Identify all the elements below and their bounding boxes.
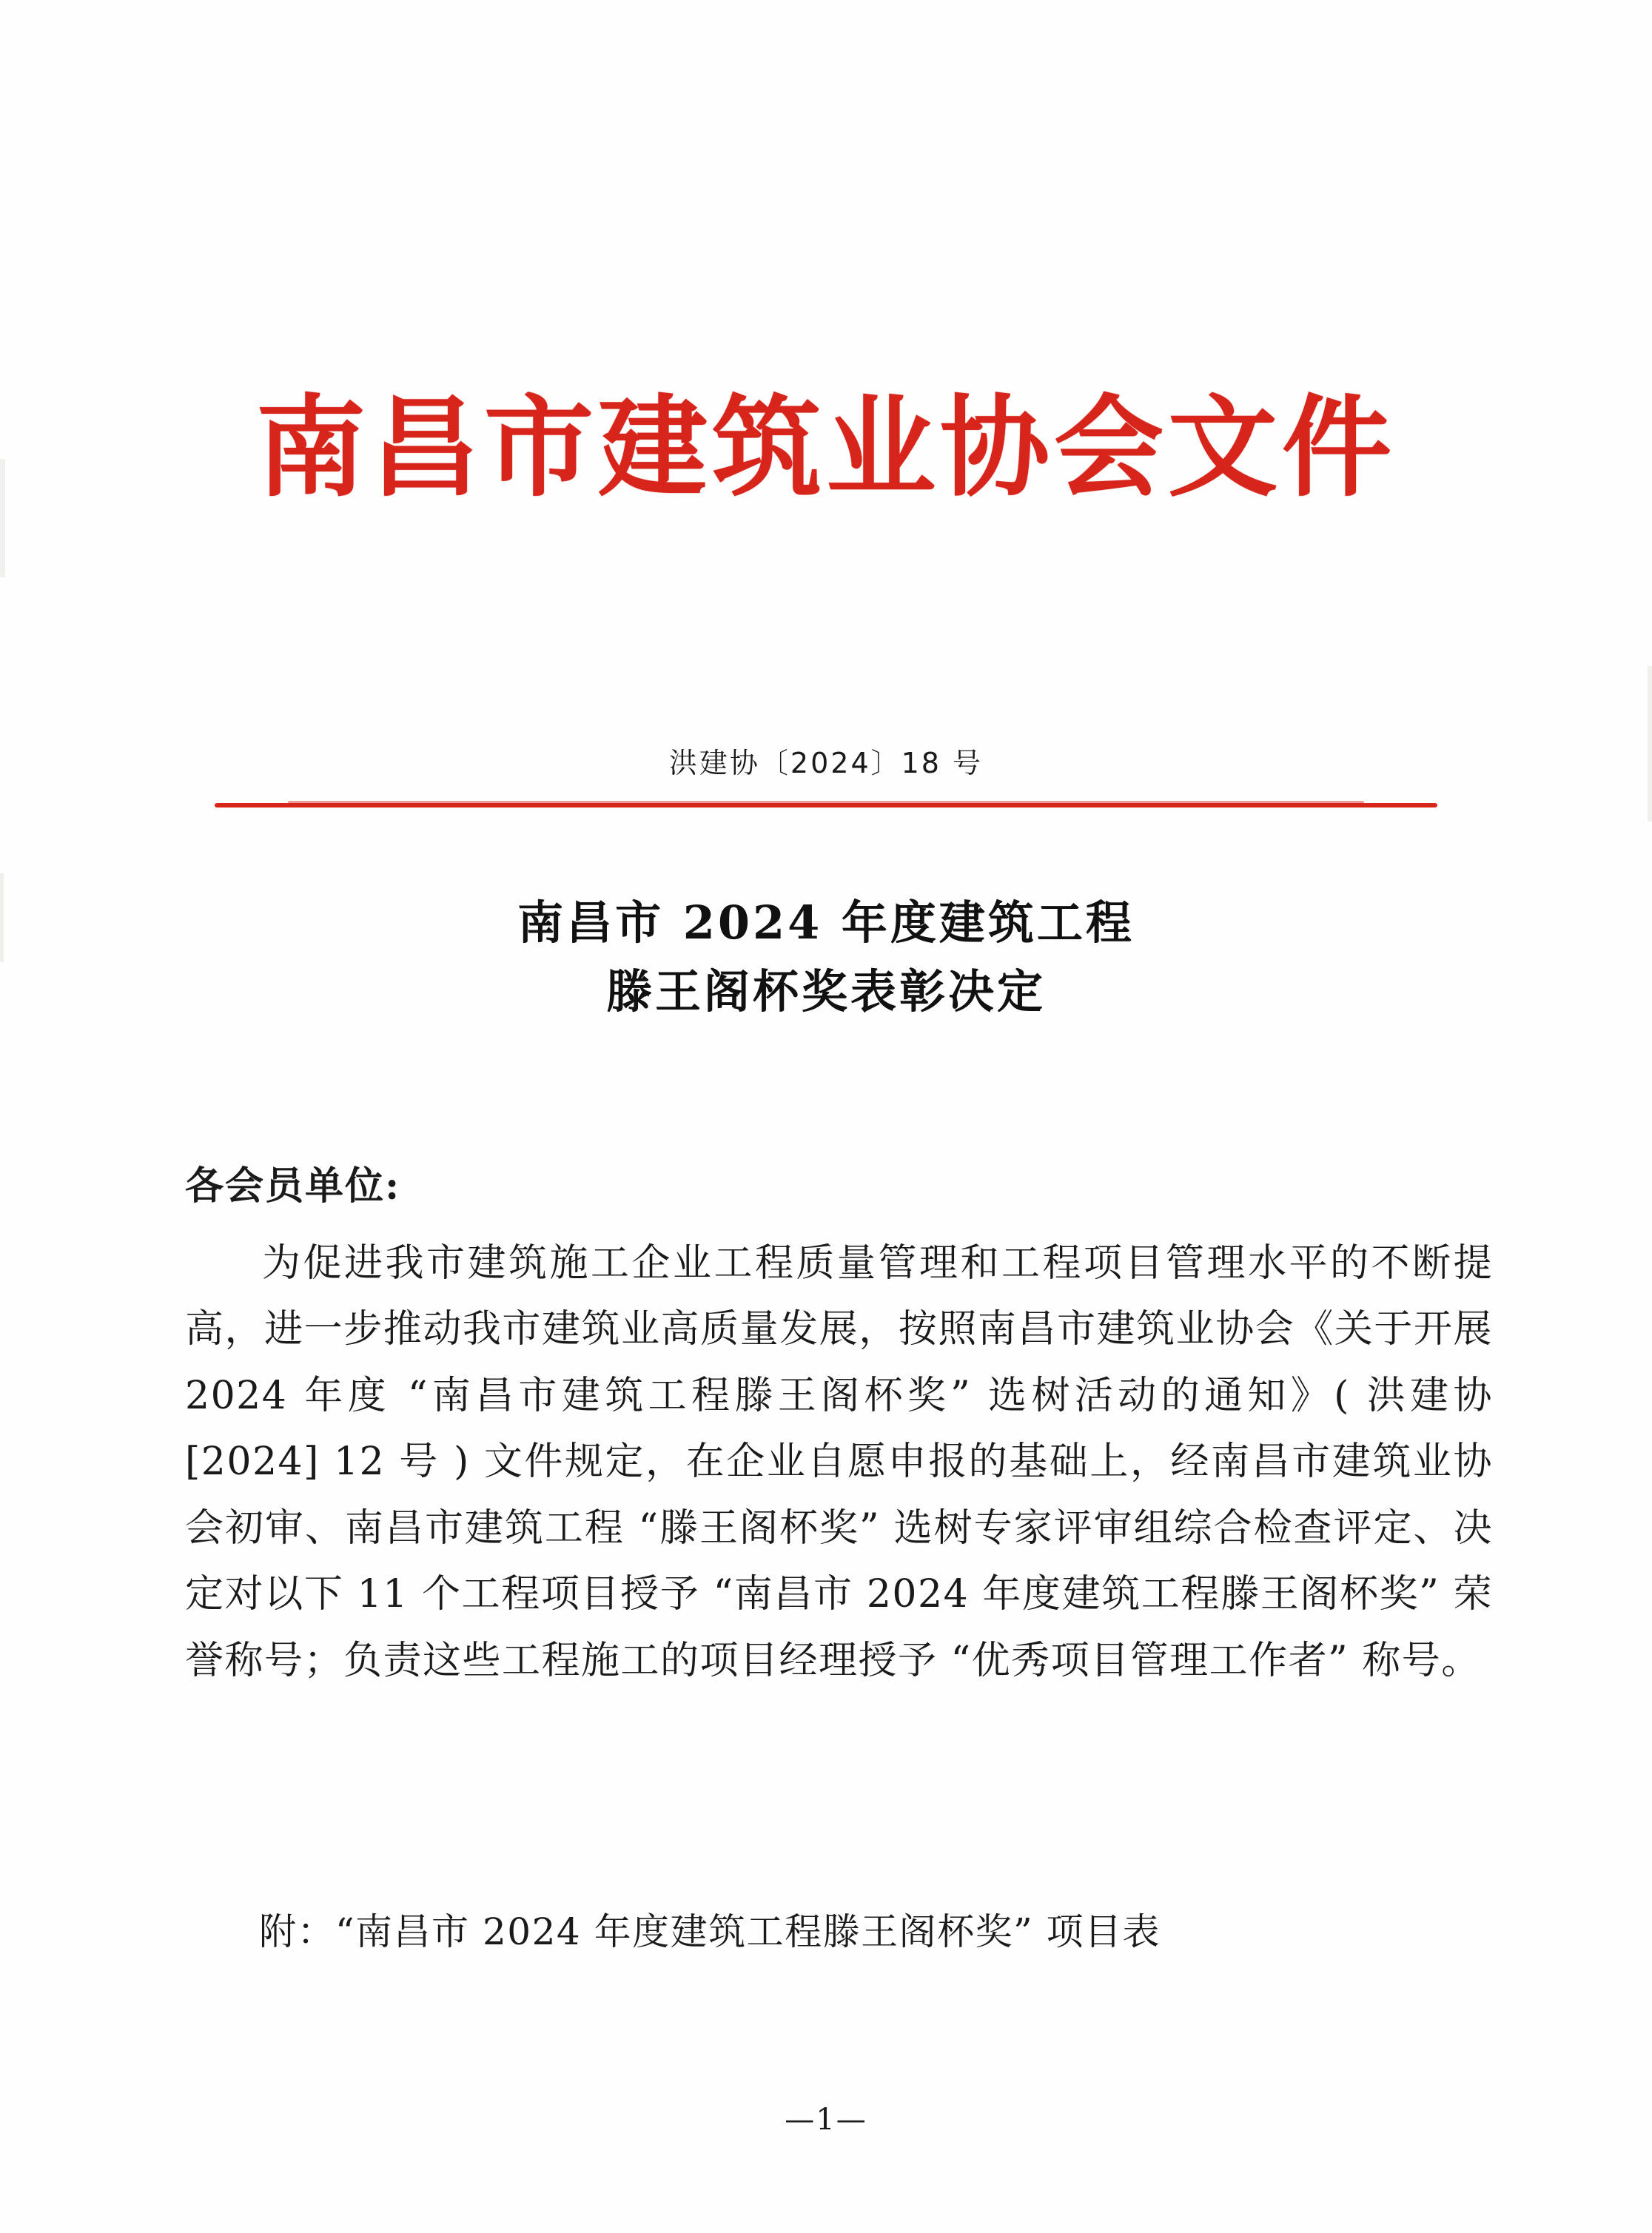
red-divider-rule [215,803,1437,807]
page-title [0,888,1652,1026]
attachment-note: 附：“南昌市 2024 年度建筑工程滕王阁杯奖” 项目表 [259,1910,1161,1953]
salutation: 各会员单位: [185,1163,401,1209]
page-number: —1— [785,2103,867,2137]
masthead-title: 南昌市建筑业协会文件 [256,383,1396,511]
masthead [0,383,1652,511]
page-title-line-1: 南昌市 2024 年度建筑工程 [517,896,1135,950]
document-number: 洪建协〔2024〕18 号 [668,747,984,779]
document-body [185,1155,1493,1694]
body-paragraph: 为促进我市建筑施工企业工程质量管理和工程项目管理水平的不断提高，进一步推动我市建筑业高质量发展，按照南昌市建筑业协会《关于开展 2024 年度 “南昌市建筑工程滕王阁杯奖” 选树活动的通知》( 洪建协 [2024] 12 号 ) 文件规定，在企业自愿申报的基础上，经南昌市建筑业协会初审、南昌市建筑工程 “滕王阁杯奖” 选树专家评审组综合检查评定、决定对以下 11 个工程项目授予 “南昌市 2024 年度建筑工程滕王阁杯奖” 荣誉称号；负责这些工程施工的项目经理授予 “优秀项目管理工作者” 称号。 [185,1241,1493,1683]
page-title-line-2: 滕王阁杯奖表彰决定 [605,964,1046,1018]
